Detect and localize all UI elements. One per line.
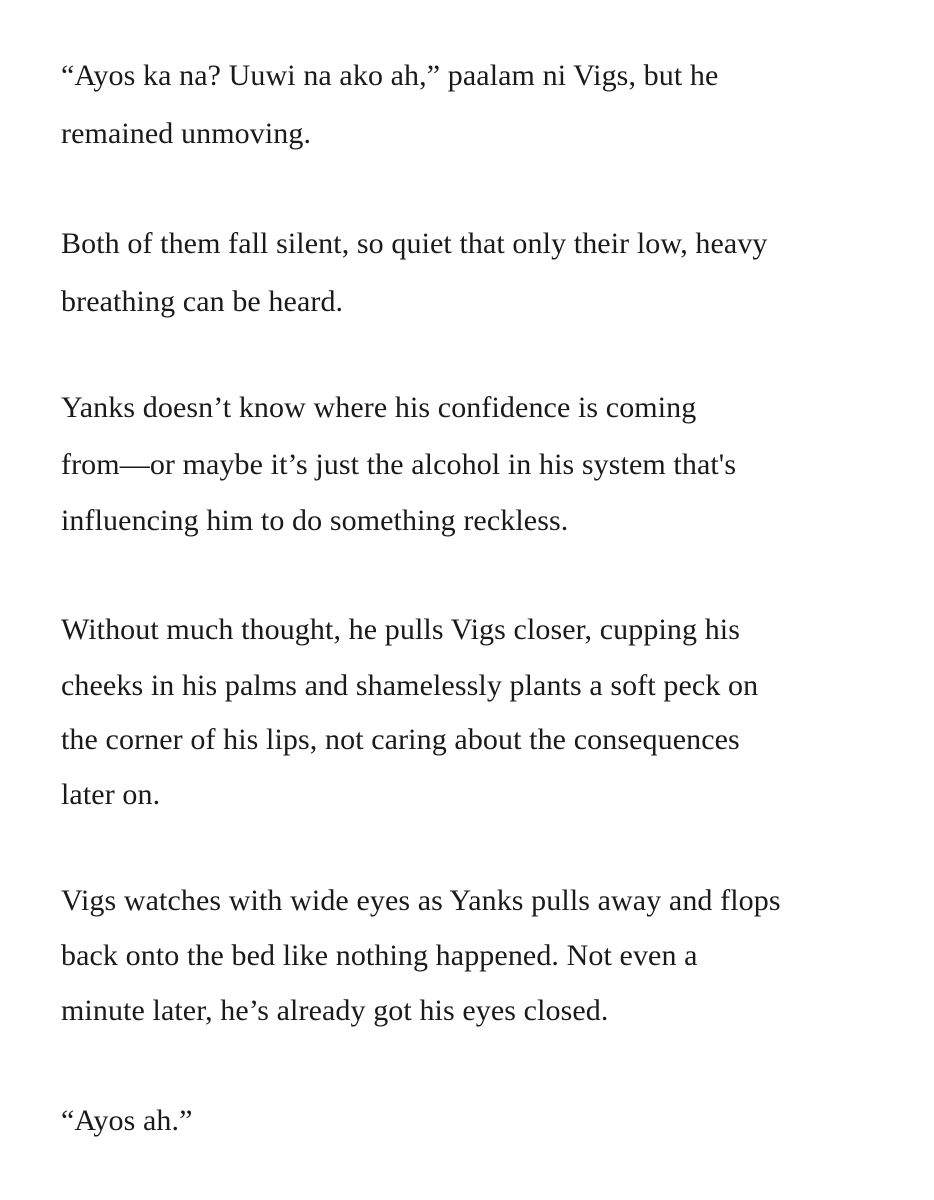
text-line: remained unmoving. (61, 117, 312, 150)
text-line: Without much thought, he pulls Vigs closer, cupping his (61, 613, 741, 646)
text-line: back onto the bed like nothing happened. Not even a (61, 939, 698, 972)
text-line: minute later, he’s already got his eyes closed. (61, 994, 609, 1027)
text-line: “Ayos ah.” (61, 1104, 193, 1137)
text-line: Yanks doesn’t know where his confidence is coming (61, 391, 697, 424)
text-line: from—or maybe it’s just the alcohol in his system that's (61, 448, 737, 481)
text-line: Vigs watches with wide eyes as Yanks pulls away and flops (61, 884, 781, 917)
text-line: “Ayos ka na? Uuwi na ako ah,” paalam ni Vigs, but he (61, 59, 719, 92)
text-line: cheeks in his palms and shamelessly plants a soft peck on (61, 669, 759, 702)
text-line: later on. (61, 778, 161, 811)
text-line: Both of them fall silent, so quiet that only their low, heavy (61, 227, 768, 260)
text-line: the corner of his lips, not caring about the consequences (61, 723, 740, 756)
text-line: influencing him to do something reckless. (61, 504, 569, 537)
text-line: breathing can be heard. (61, 285, 344, 318)
